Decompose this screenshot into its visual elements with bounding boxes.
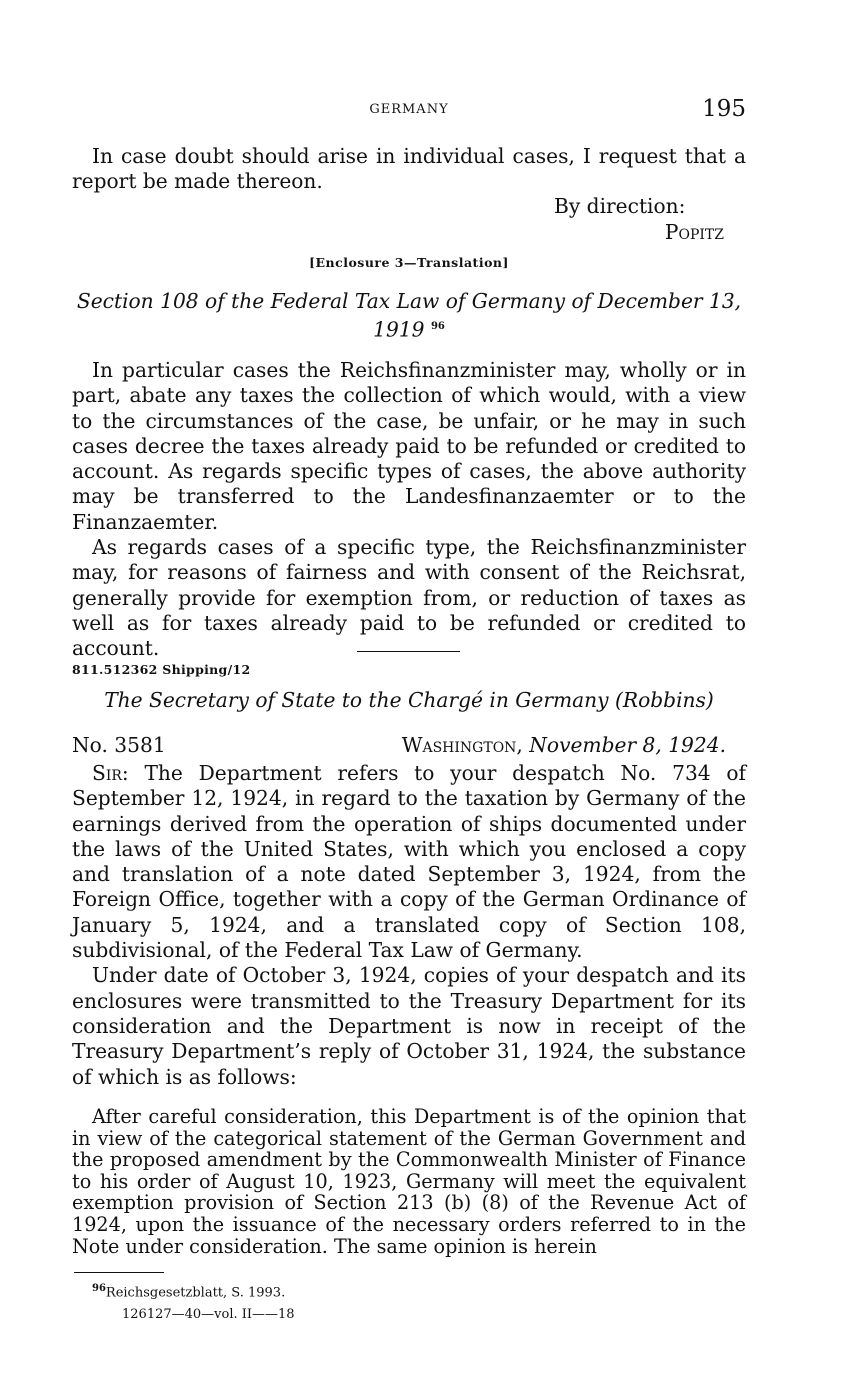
by-direction: By direction: — [554, 194, 686, 218]
quote-paragraph: After careful consideration, this Department is of the opinion that in view of the categorical statement of the German Government and the proposed amendment by the Commonwealth Minister of Finance to his order of August 10, 1923, Germany will meet the equivalent exemption provision of Section 213 (b) (8) of the Revenue Act of 1924, upon the issuance of the necessary orders referred to in the Note under consideration. The same opinion is herein — [72, 1105, 746, 1258]
dateline — [72, 733, 746, 759]
running-head: GERMANY — [369, 102, 449, 117]
footnote-rule — [74, 1272, 164, 1273]
place: Washington, — [401, 733, 523, 757]
place-date — [402, 733, 726, 758]
signature: Popitz — [664, 220, 724, 244]
footnote-text: Reichsgesetzblatt, S. 1993. — [105, 1285, 286, 1301]
salutation: Sir: — [92, 761, 129, 785]
enclosure-paragraph-1: In particular cases the Reichsfinanzminister may, wholly or in part, abate any taxes the collection of which would, with a view to the circumstances of the case, be unfair, or he may in such cases decree the taxes already paid to be refunded or credited to account. As regards specific types of cases, the above authority may be transferred to the Landesfinanzaemter or to the Finanzaemter. — [72, 358, 746, 534]
section-title-line2 — [72, 314, 746, 343]
section-title — [72, 289, 746, 343]
quoted-reply — [72, 1106, 746, 1257]
letter-paragraph-1 — [72, 761, 746, 963]
enclosure-label: [Enclosure 3—Translation] — [309, 255, 509, 270]
closing-block — [72, 144, 746, 244]
letter-paragraph-2: Under date of October 3, 1924, copies of your despatch and its enclosures were transmitted to the Treasury Department for its consideration and the Department is now in receipt of the Treasury Department’s reply of October 31, 1924, the substance of which is as follows: — [72, 963, 746, 1089]
file-number: 811.512362 Shipping/12 — [72, 662, 251, 677]
date: November 8, 1924. — [529, 733, 726, 757]
despatch-number: No. 3581 — [72, 733, 166, 757]
letter-title-main: The Secretary of State to the Chargé in Germany — [104, 688, 609, 712]
letter-body — [72, 761, 746, 1090]
section-title-year: 1919 — [373, 317, 425, 342]
footnote-mark: 96 — [92, 1283, 106, 1294]
page-number: 195 — [702, 96, 746, 122]
letter-title — [72, 688, 746, 713]
page-header — [72, 96, 746, 126]
footnote-ref: 96 — [430, 321, 445, 332]
section-divider — [357, 651, 460, 652]
section-title-line1: Section 108 of the Federal Tax Law of Germany of December 13, — [76, 289, 742, 313]
closing-paragraph: In case doubt should arise in individual cases, I request that a report be made thereon. — [72, 144, 746, 194]
letter-paragraph-1-text: The Department refers to your despatch No. 734 of September 12, 1924, in regard to the taxation by Germany of the earnings derived from the operation of ships documented under the laws of the United States, with which you enclosed a copy and translation of a note dated September 3, 1924, from the Foreign Office, together with a copy of the German Ordinance of January 5, 1924, and a translated copy of Section 108, subdivisional, of the Federal Tax Law of Germany. — [72, 761, 746, 963]
print-code: 126127—40—vol. II——18 — [122, 1307, 295, 1322]
footnote — [92, 1283, 732, 1300]
letter-title-recipient: (Robbins) — [615, 688, 714, 712]
enclosure-paragraph-2: As regards cases of a specific type, the Reichsfinanzminister may, for reasons of fairness and with consent of the Reichsrat, generally provide for exemption from, or reduction of taxes as well as for taxes already paid to be refunded or credited to account. — [72, 535, 746, 661]
enclosure-text — [72, 358, 746, 662]
